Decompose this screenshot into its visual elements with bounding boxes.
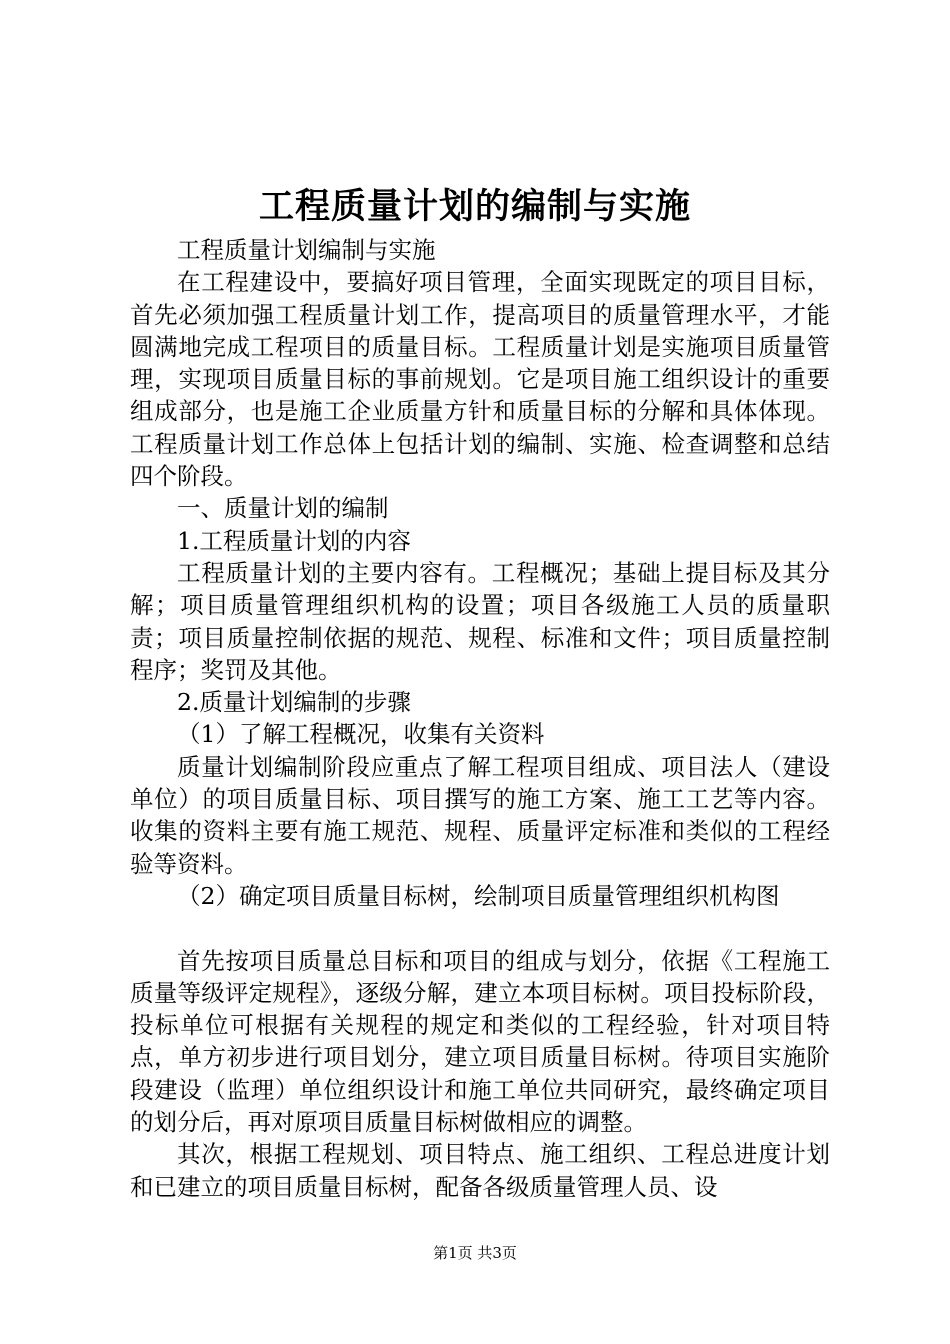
paragraph: 其次，根据工程规划、项目特点、施工组织、工程总进度计划和已建立的项目质量目标树，配备各级质量管理人员、设 [130,1140,830,1201]
section-heading: 一、质量计划的编制 [177,494,389,523]
page-footer: 第1页 共3页 [433,1244,517,1262]
paragraph: 质量计划编制阶段应重点了解工程项目组成、项目法人（建设单位）的项目质量目标、项目撰写的施工方案、施工工艺等内容。收集的资料主要有施工规范、规程、质量评定标准和类似的工程经验等资料。 [130,752,830,878]
blank-line [130,912,830,944]
paragraph: 工程质量计划编制与实施 [177,236,436,264]
document-body [130,234,830,1203]
subsection-heading: 1.工程质量计划的内容 [177,526,411,555]
subsection-heading: 2.质量计划编制的步骤 [177,688,411,717]
document-title: 工程质量计划的编制与实施 [258,186,691,227]
paragraph: 首先按项目质量总目标和项目的组成与划分，依据《工程施工质量等级评定规程》，逐级分解，建立本项目标树。项目投标阶段，投标单位可根据有关规程的规定和类似的工程经验，针对项目特点，单方初步进行项目划分，建立项目质量目标树。待项目实施阶段建设（监理）单位组织设计和施工单位共同研究，最终确定项目的划分后，再对原项目质量目标树做相应的调整。 [130,946,830,1137]
step-heading: （2）确定项目质量目标树，绘制项目质量管理组织机构图 [177,881,780,910]
step-heading: （1）了解工程概况，收集有关资料 [177,720,545,749]
paragraph: 在工程建设中，要搞好项目管理，全面实现既定的项目目标，首先必须加强工程质量计划工作，提高项目的质量管理水平，才能圆满地完成工程项目的质量目标。工程质量计划是实施项目质量管理，实现项目质量目标的事前规划。它是项目施工组织设计的重要组成部分，也是施工企业质量方针和质量目标的分解和具体体现。工程质量计划工作总体上包括计划的编制、实施、检查调整和总结四个阶段。 [130,268,830,491]
paragraph: 工程质量计划的主要内容有。工程概况；基础上提目标及其分解；项目质量管理组织机构的设置；项目各级施工人员的质量职责；项目质量控制依据的规范、规程、标准和文件；项目质量控制程序；奖罚及其他。 [130,558,830,684]
